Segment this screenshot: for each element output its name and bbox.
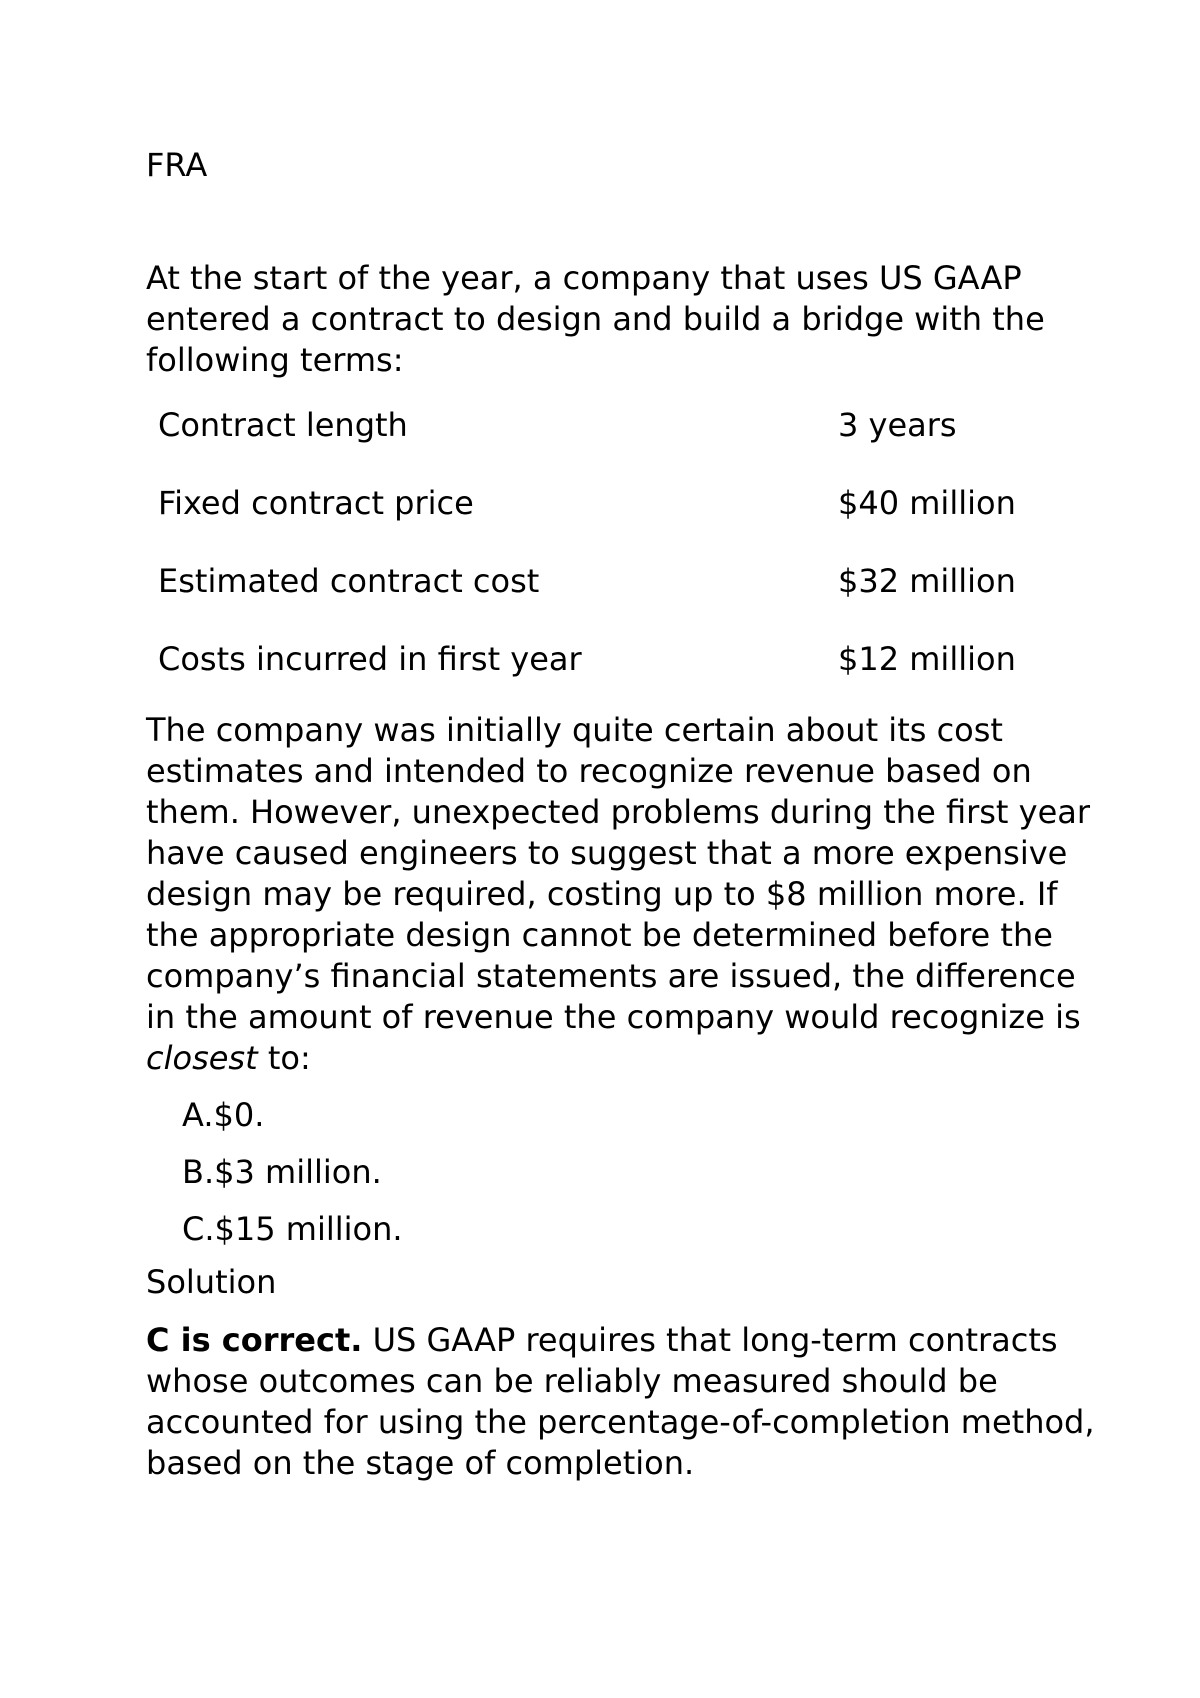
option-a <box>146 1095 403 1152</box>
intro-paragraph: At the start of the year, a company that uses US GAAP entered a contract to design and build a bridge with the following terms: <box>146 259 1045 379</box>
option-letter: A. <box>182 1096 214 1134</box>
question-text-after: to: <box>257 1039 311 1077</box>
term-row <box>146 483 1046 561</box>
answer-options <box>146 1095 403 1266</box>
term-label: Fixed contract price <box>158 484 474 522</box>
term-value: 3 years <box>838 406 957 444</box>
question-paragraph <box>146 710 1096 1079</box>
term-label: Estimated contract cost <box>158 562 540 600</box>
option-letter: C. <box>182 1210 215 1248</box>
option-text: $15 million. <box>214 1210 403 1248</box>
option-letter: B. <box>182 1153 215 1191</box>
question-text-before: The company was initially quite certain about its cost estimates and intended to recognize revenue based on them. However, unexpected problems during the first year have caused engineers to suggest that a more expensive design may be required, costing up to $8 million more. If the appropriate design cannot be determined before the company’s financial statements are issued, the difference in the amount of revenue the company would recognize is <box>146 711 1091 1036</box>
term-row <box>146 561 1046 639</box>
contract-terms-table <box>146 405 1046 717</box>
option-b <box>146 1152 403 1209</box>
term-value: $32 million <box>838 562 1016 600</box>
term-label: Contract length <box>158 406 408 444</box>
subject-heading: FRA <box>146 146 208 184</box>
solution-explanation: US GAAP requires that long-term contracts whose outcomes can be reliably measured should be accounted for using the percentage-of-completion method, based on the stage of completion. <box>146 1321 1095 1482</box>
solution-answer: C is correct. <box>146 1321 363 1359</box>
term-value: $40 million <box>838 484 1016 522</box>
solution-heading: Solution <box>146 1263 277 1301</box>
term-label: Costs incurred in first year <box>158 640 582 678</box>
term-row <box>146 405 1046 483</box>
question-emphasis: closest <box>146 1039 258 1077</box>
term-row <box>146 639 1046 717</box>
option-c <box>146 1209 403 1266</box>
option-text: $3 million. <box>214 1153 382 1191</box>
solution-paragraph <box>146 1320 1096 1484</box>
option-text: $0. <box>213 1096 265 1134</box>
term-value: $12 million <box>838 640 1016 678</box>
